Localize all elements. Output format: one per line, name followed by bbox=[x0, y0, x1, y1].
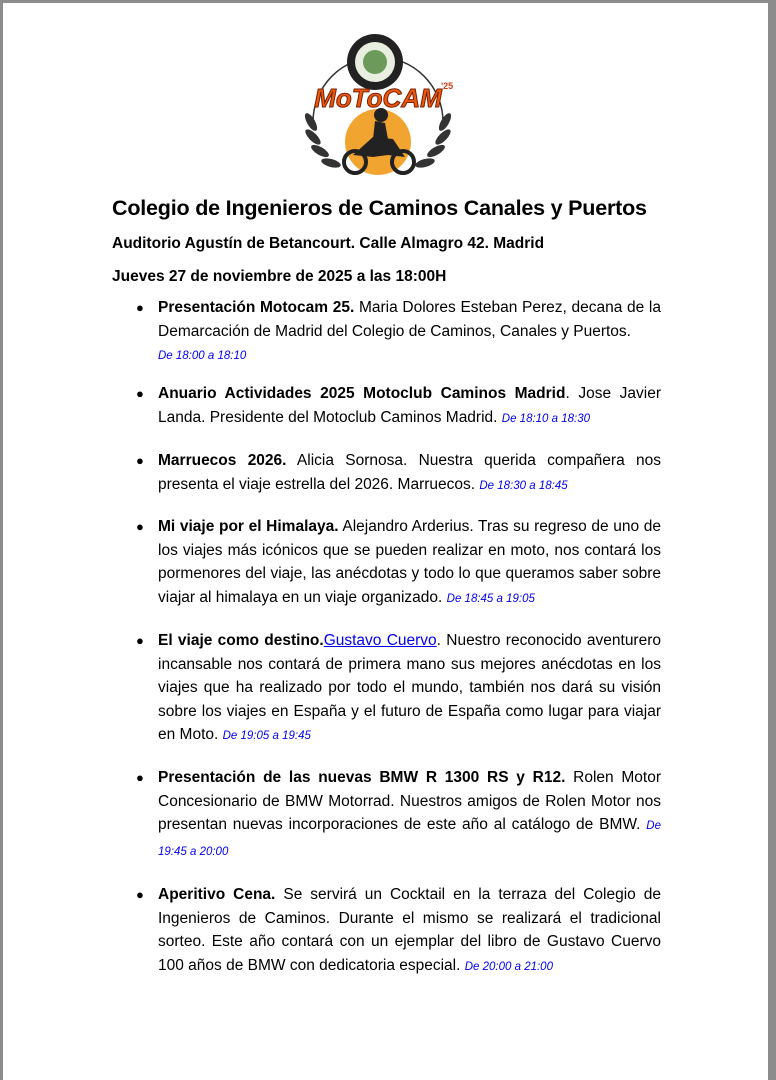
agenda-item bbox=[136, 296, 661, 369]
agenda-item-heading: Marruecos 2026. bbox=[158, 452, 287, 469]
agenda-item-heading: Anuario Actividades 2025 Motoclub Caminos Madrid bbox=[158, 385, 566, 402]
agenda-item-heading: Mi viaje por el Himalaya. bbox=[158, 518, 339, 535]
gustavo-cuervo-link[interactable]: Gustavo Cuervo bbox=[323, 632, 437, 649]
agenda-item-heading: Presentación de las nuevas BMW R 1300 RS y R12. bbox=[158, 769, 566, 786]
bullet-icon: ● bbox=[136, 519, 144, 534]
agenda-item-time: De 18:45 a 19:05 bbox=[446, 592, 535, 605]
document-title: Colegio de Ingenieros de Caminos Canales y Puertos bbox=[112, 196, 647, 220]
agenda-item bbox=[136, 515, 661, 611]
bullet-icon: ● bbox=[136, 453, 144, 468]
agenda-item bbox=[136, 766, 661, 864]
document-page bbox=[3, 3, 768, 1080]
agenda-item-body: Maria Dolores Esteban Perez, decana de la Demarcación de Madrid del Colegio de Caminos, Canales y Puertos. bbox=[158, 299, 661, 340]
date-line: Jueves 27 de noviembre de 2025 a las 18:00H bbox=[112, 268, 447, 285]
agenda-item bbox=[136, 629, 661, 749]
agenda-item-time: De 18:10 a 18:30 bbox=[501, 412, 591, 425]
agenda-item-body: Alejandro Arderius. Tras su regreso de uno de los viajes más icónicos que se pueden realizar en moto, nos contará los pormenores del viaje, las anécdotas y todo lo que queramos saber sobre viajar al himalaya en un viaje organizado. bbox=[158, 518, 661, 606]
agenda-item-body: Alicia Sornosa. Nuestra querida compañera nos presenta el viaje estrella del 2026. Marruecos. bbox=[158, 452, 661, 493]
logo-wordmark: MoToCAM bbox=[314, 83, 442, 113]
agenda-item-body: . Jose Javier Landa. Presidente del Motoclub Caminos Madrid. bbox=[158, 385, 662, 426]
agenda-item-time: De 19:45 a 20:00 bbox=[158, 820, 661, 858]
agenda-item-time: De 20:00 a 21:00 bbox=[464, 960, 553, 973]
bullet-icon: ● bbox=[136, 300, 144, 315]
agenda-item-time: De 18:00 a 18:10 bbox=[158, 350, 247, 362]
logo-year: '25 bbox=[441, 81, 454, 91]
agenda-item-heading: Presentación Motocam 25. bbox=[158, 299, 355, 316]
venue-line: Auditorio Agustín de Betancourt. Calle Almagro 42. Madrid bbox=[112, 235, 545, 252]
agenda-item-body: Rolen Motor Concesionario de BMW Motorrad. Nuestros amigos de Rolen Motor nos presentan nuevas incorporaciones de este año al catálogo de BMW. bbox=[158, 769, 661, 833]
agenda-item bbox=[136, 382, 662, 431]
bullet-icon: ● bbox=[136, 633, 144, 648]
bullet-icon: ● bbox=[136, 386, 144, 401]
bullet-icon: ● bbox=[136, 770, 144, 785]
agenda-item-heading: Aperitivo Cena. bbox=[158, 886, 276, 903]
agenda-item bbox=[136, 883, 661, 979]
agenda-item-body: . Nuestro reconocido aventurero incansable nos contará de primera mano sus mejores anécdotas en los viajes que ha realizado por todo el mundo, también nos dará su visión sobre los viajes en España y el futuro de España como lugar para viajar en Moto. bbox=[158, 632, 661, 743]
agenda-item bbox=[136, 449, 661, 498]
motocam-logo bbox=[293, 27, 463, 187]
agenda-item-time: De 19:05 a 19:45 bbox=[222, 730, 311, 742]
agenda-item-body: Se servirá un Cocktail en la terraza del Colegio de Ingenieros de Caminos. Durante el mismo se realizará el tradicional sorteo. Este año contará con un ejemplar del libro de Gustavo Cuervo 100 años de BMW con dedicatoria especial. bbox=[158, 886, 661, 974]
agenda-item-time: De 18:30 a 18:45 bbox=[479, 479, 568, 492]
bullet-icon: ● bbox=[136, 887, 144, 902]
agenda-item-heading: El viaje como destino. bbox=[158, 632, 324, 649]
